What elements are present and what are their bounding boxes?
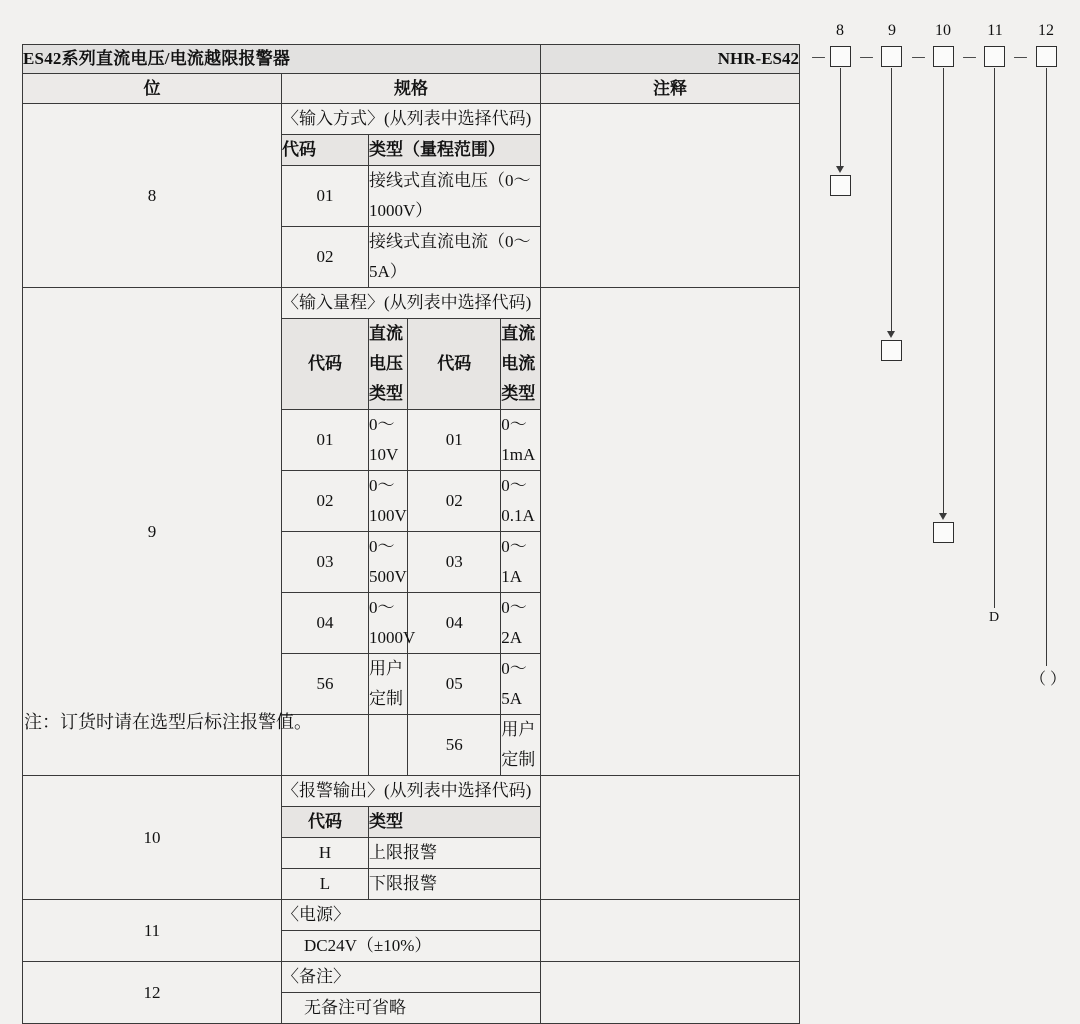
diagram-separator-3: －: [961, 49, 978, 68]
code-position-diagram: [800, 0, 1080, 700]
position-9: 9: [23, 288, 282, 776]
code-box-12[interactable]: [1036, 46, 1057, 67]
note-cell-9: [541, 288, 800, 776]
specification-table: [22, 44, 800, 1024]
subheader-type-left: 直流电压类型: [369, 319, 408, 409]
callout-label-remark: （ ）: [1030, 671, 1067, 688]
type-value-left: 0～100V: [369, 471, 408, 532]
code-value-right: 56: [408, 715, 501, 776]
type-value-right: 0～0.1A: [501, 471, 540, 532]
section-10-rows: [282, 838, 541, 900]
callout-line-10: [943, 68, 944, 515]
diagram-separator-0: －: [810, 49, 827, 68]
callout-box-8: [830, 175, 851, 196]
code-value-right: 02: [408, 471, 501, 532]
type-value-right: 0～2A: [501, 593, 540, 654]
code-value-left: 04: [282, 593, 369, 654]
callout-line-8: [840, 68, 841, 168]
type-value: 接线式直流电压（0～1000V）: [369, 166, 541, 227]
page-title: ES42系列直流电压/电流越限报警器: [23, 45, 541, 74]
table-row: [23, 962, 800, 993]
note-cell-10: [541, 776, 800, 900]
list-item: [282, 654, 540, 715]
code-value: H: [282, 838, 369, 869]
subheader-code-right: 代码: [408, 319, 501, 409]
subheader-code: 代码: [282, 807, 369, 837]
subheader-code-left: 代码: [282, 319, 369, 409]
column-header-spec: 规格: [282, 74, 541, 104]
code-value: 02: [282, 227, 369, 288]
table-row: [23, 104, 800, 135]
list-item: [282, 532, 540, 593]
list-item: [282, 593, 540, 654]
section-8-rows: [282, 166, 541, 288]
list-item: [282, 166, 540, 227]
type-value: 下限报警: [369, 869, 541, 900]
list-item: [282, 715, 540, 776]
callout-box-10: [933, 522, 954, 543]
code-value-left: 56: [282, 654, 369, 715]
diagram-number-11: 11: [987, 22, 1003, 39]
inner-table: [282, 838, 540, 899]
subheader-code: 代码: [282, 135, 369, 165]
callout-label-power: D: [989, 610, 1000, 625]
code-box-10[interactable]: [933, 46, 954, 67]
section-10-heading: 〈报警输出〉(从列表中选择代码): [282, 776, 541, 807]
subheader-type: 类型（量程范围）: [369, 135, 541, 165]
section-9-subheader: [282, 319, 541, 410]
type-value-right: 0～1A: [501, 532, 540, 593]
diagram-number-9: 9: [888, 22, 896, 39]
table-row: [23, 776, 800, 807]
subheader-type: 类型: [369, 807, 541, 837]
table-header-row: [23, 74, 800, 104]
section-9-heading: 〈输入量程〉(从列表中选择代码): [282, 288, 541, 319]
type-value-left: 0～10V: [369, 410, 408, 471]
position-12: 12: [23, 962, 282, 1024]
inner-table: [282, 166, 540, 287]
diagram-number-12: 12: [1038, 22, 1054, 39]
code-value: L: [282, 869, 369, 900]
code-value-right: 04: [408, 593, 501, 654]
list-item: [282, 838, 540, 869]
type-value-right: 0～1mA: [501, 410, 540, 471]
type-value-right: 用户定制: [501, 715, 540, 776]
section-12-value: 无备注可省略: [282, 993, 541, 1024]
type-value-left: [369, 715, 408, 776]
code-value-left: 01: [282, 410, 369, 471]
code-value-right: 03: [408, 532, 501, 593]
list-item: [282, 227, 540, 288]
section-11-heading: 〈电源〉: [282, 900, 541, 931]
callout-line-9: [891, 68, 892, 333]
note-cell-8: [541, 104, 800, 288]
code-box-9[interactable]: [881, 46, 902, 67]
footnote: 注：订货时请在选型后标注报警值。: [24, 712, 312, 732]
list-item: [282, 869, 540, 900]
type-value: 上限报警: [369, 838, 541, 869]
diagram-separator-2: －: [910, 49, 927, 68]
code-box-11[interactable]: [984, 46, 1005, 67]
section-8-subheader: [282, 135, 541, 166]
code-value-right: 01: [408, 410, 501, 471]
table-row: [23, 288, 800, 319]
type-value-left: 用户定制: [369, 654, 408, 715]
callout-line-12: [1046, 68, 1047, 666]
code-box-8[interactable]: [830, 46, 851, 67]
section-10-subheader: [282, 807, 541, 838]
type-value-right: 0～5A: [501, 654, 540, 715]
list-item: [282, 471, 540, 532]
diagram-separator-4: －: [1012, 49, 1029, 68]
callout-arrow-9: [887, 331, 895, 338]
code-value: 01: [282, 166, 369, 227]
position-8: 8: [23, 104, 282, 288]
code-value-right: 05: [408, 654, 501, 715]
type-value: 接线式直流电流（0～5A）: [369, 227, 541, 288]
diagram-separator-1: －: [858, 49, 875, 68]
table-title-row: [23, 45, 800, 74]
callout-arrow-10: [939, 513, 947, 520]
note-cell-12: [541, 962, 800, 1024]
callout-arrow-8: [836, 166, 844, 173]
model-code: NHR-ES42: [541, 45, 800, 74]
inner-table: [282, 807, 540, 837]
inner-table: [282, 319, 540, 409]
section-11-value: DC24V（±10%）: [282, 931, 541, 962]
code-value-left: 03: [282, 532, 369, 593]
inner-table: [282, 410, 540, 775]
column-header-position: 位: [23, 74, 282, 104]
type-value-left: 0～1000V: [369, 593, 408, 654]
section-8-heading: 〈输入方式〉(从列表中选择代码): [282, 104, 541, 135]
subheader-type-right: 直流电流类型: [501, 319, 540, 409]
diagram-number-8: 8: [836, 22, 844, 39]
section-12-heading: 〈备注〉: [282, 962, 541, 993]
code-value-left: 02: [282, 471, 369, 532]
list-item: [282, 410, 540, 471]
type-value-left: 0～500V: [369, 532, 408, 593]
diagram-number-10: 10: [935, 22, 951, 39]
column-header-note: 注释: [541, 74, 800, 104]
note-cell-11: [541, 900, 800, 962]
position-10: 10: [23, 776, 282, 900]
inner-table: [282, 135, 540, 165]
position-11: 11: [23, 900, 282, 962]
callout-line-11: [994, 68, 995, 608]
table-row: [23, 900, 800, 931]
callout-box-9: [881, 340, 902, 361]
section-9-rows: [282, 410, 541, 776]
